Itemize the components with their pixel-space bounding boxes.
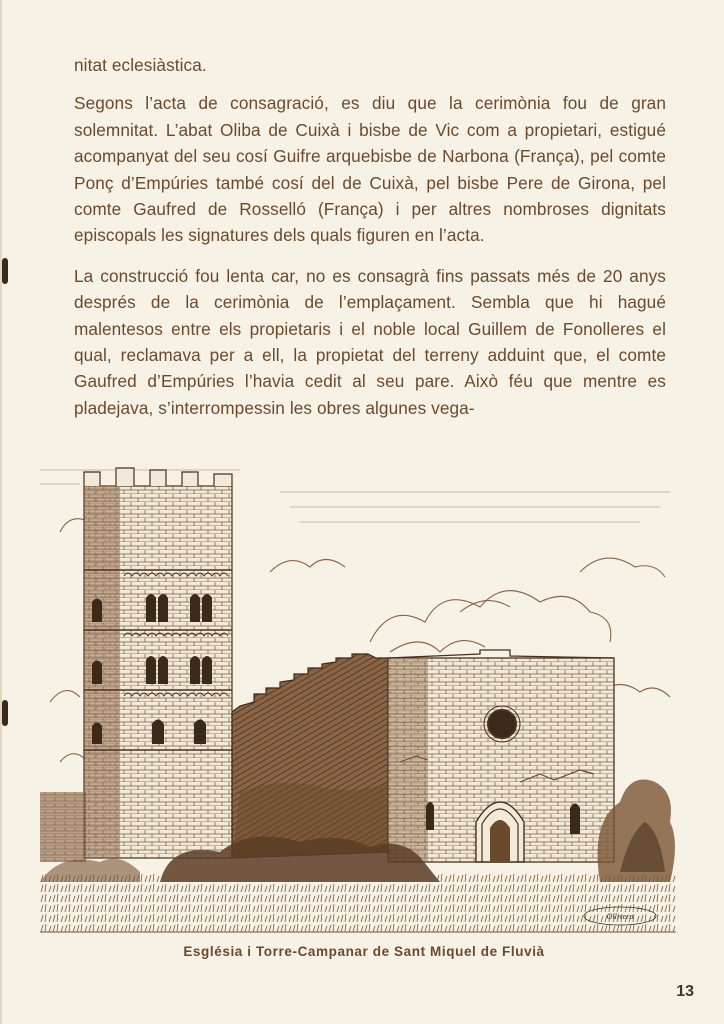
paragraph-3: La construcció fou lenta car, no es consagrà fins passats més de 20 anys després de la cerimònia de l’emplaçament. Sembla que hi hagué malentesos entre els propietaris i el noble local Guillem de Fonolleres el qual, reclamava per a ell, la propietat del terreny adduint que, el comte Gaufred d’Empúries l’havia cedit al seu pare. Això féu que mentre es pladejava, s’interrompessin les obres algunes vega- [74, 265, 666, 418]
nave-wall [232, 654, 390, 858]
page-number: 13 [676, 983, 694, 1000]
ruin-wall [40, 792, 86, 862]
church-illustration [40, 462, 676, 934]
paragraph-1: nitat eclesiàstica. [74, 55, 207, 75]
bell-tower [84, 468, 232, 858]
paragraph-2: Segons l’acta de consagració, es diu que la cerimònia fou de gran solemnitat. L’abat Oliba de Cuixà i bisbe de Vic com a propietari, estigué acompanyat del seu cosí Guifre arquebisbe de Narbona (França), pel comte Ponç d’Empúries també cosí del de Cuixà, pel bisbe Pere de Girona, pel comte Gaufred de Rosselló (França) i per altres nombroses dignitats episcopals les signatures dels quals figuren en l’acta. [74, 93, 666, 246]
binding-mark [2, 258, 8, 284]
body-text [74, 52, 666, 435]
signature-text: Ollivera [606, 912, 634, 921]
ground [40, 872, 676, 934]
church-facade [388, 650, 614, 862]
figure-caption: Església i Torre-Campanar de Sant Miquel de Fluvià [183, 944, 545, 959]
binding-mark [2, 700, 8, 726]
